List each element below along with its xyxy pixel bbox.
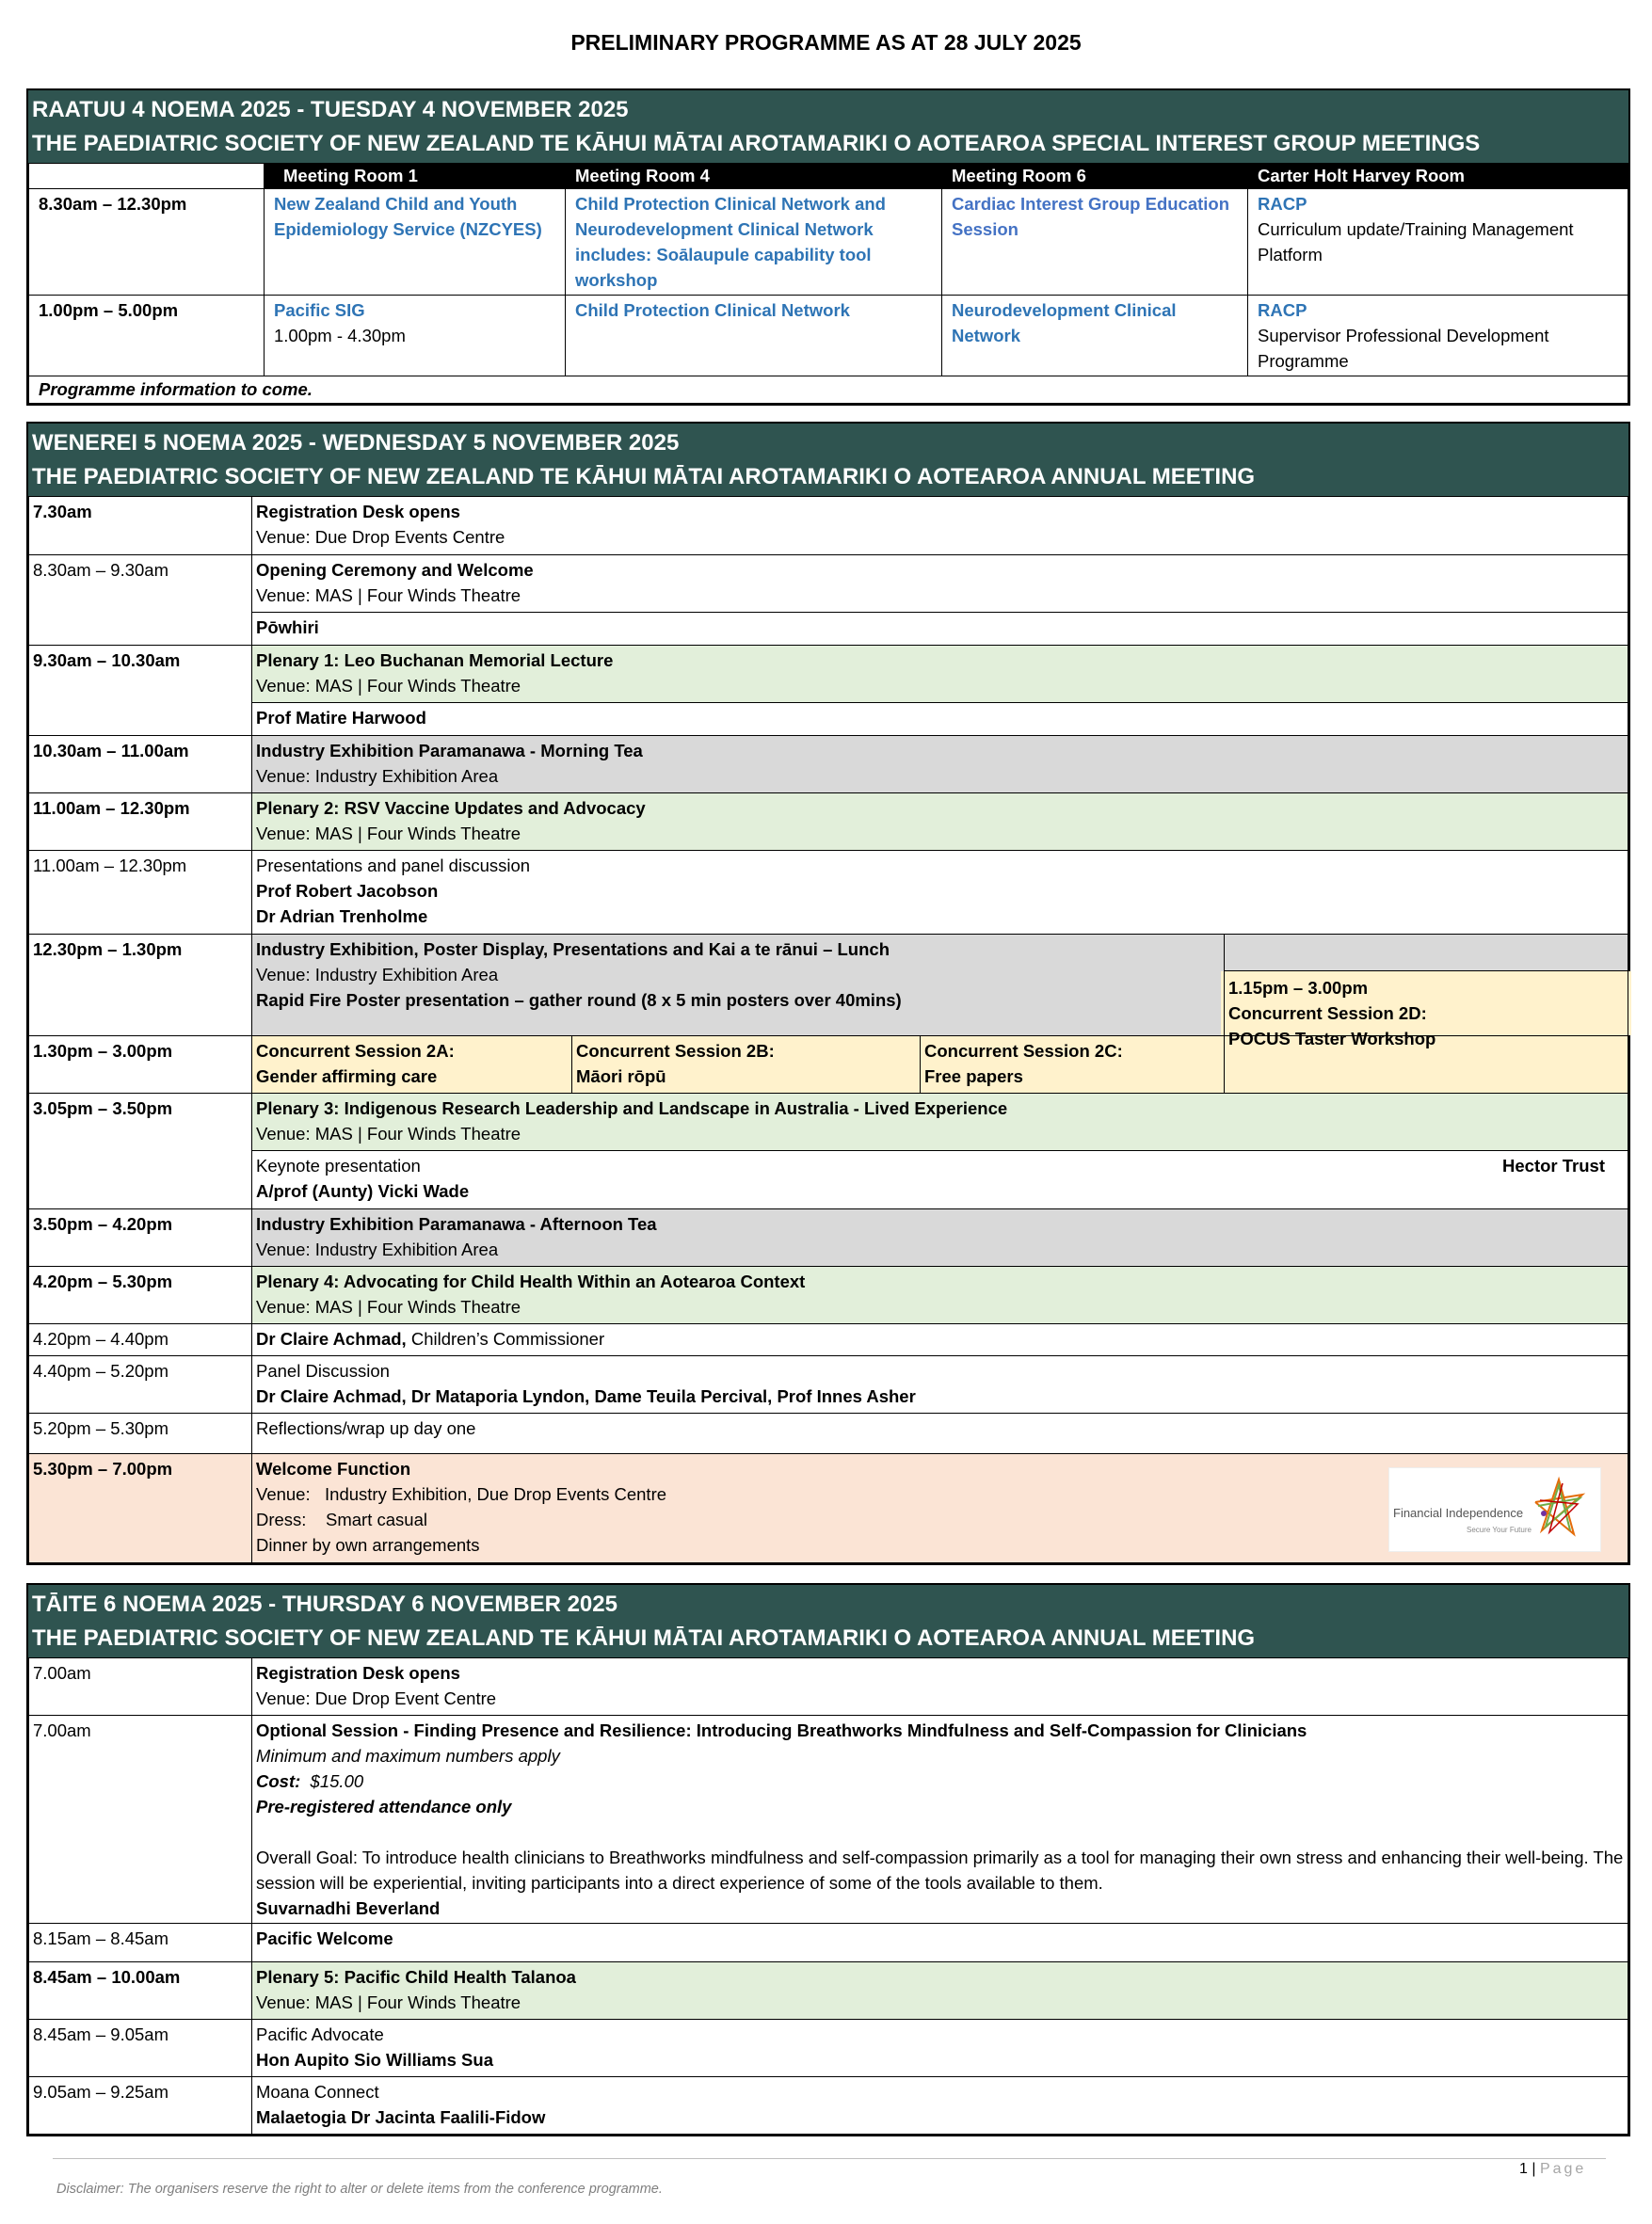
time-cell: 9.30am – 10.30am [29,646,252,736]
session-cell [252,1094,1628,1151]
session-cell [252,1356,1628,1414]
session-venue: Venue: MAS | Four Winds Theatre [256,585,521,605]
session-title: Plenary 5: Pacific Child Health Talanoa [256,1967,576,1987]
session-venue: Venue: MAS | Four Winds Theatre [256,676,521,696]
session-goal: Overall Goal: To introduce health clinicians to Breathworks mindfulness and self-compassion primarily as a tool for managing their own stress and enhancing their well-being. The session will be experiential, inviting participants into a direct experience of some of the tools available to them. [256,1848,1624,1893]
session-desc: Free papers [924,1066,1023,1086]
speakers: Dr Claire Achmad, Dr Matароria Lyndon, Dame Teuila Percival, Prof Innes Asher [256,1386,916,1406]
time-cell: 7.00am [29,1658,252,1716]
session-cost [256,1768,1624,1794]
session-desc: Panel Discussion [256,1361,390,1381]
time-cell: 4.40pm – 5.20pm [29,1356,252,1414]
session-title: Concurrent Session 2C: [924,1041,1123,1061]
day2-plenary3-keynote [29,1151,1628,1209]
session-cell [252,851,1628,935]
session-desc: Moana Connect [256,2082,379,2102]
day2-section [26,422,1630,1565]
sponsor-logo [1388,1467,1601,1552]
session-desc: Keynote presentation [256,1156,421,1176]
day1-column-headers [29,164,1628,189]
day2-heading-title: THE PAEDIATRIC SOCIETY OF NEW ZEALAND TE KĀHUI MĀTAI AROTAMARIKI O AOTEAROA ANNUAL MEETING [32,464,1256,489]
session-2c [921,1036,1225,1094]
programme-note: Programme information to come. [29,376,1628,404]
time-cell: 10.30am – 11.00am [29,736,252,793]
day2-opening [29,555,1628,613]
time-cell: 4.20pm – 4.40pm [29,1324,252,1356]
day2-panel2 [29,1356,1628,1414]
speaker: Malaetogia Dr Jacinta Faalili-Fidow [256,2107,546,2127]
session-2a [252,1036,572,1094]
star-logo-icon [1531,1476,1587,1542]
session-cell [252,1209,1628,1267]
session-cell [252,497,1628,555]
day2-welcome [29,1454,1628,1563]
session-desc: Pacific Advocate [256,2024,384,2044]
time-cell: 8.30am – 9.30am [29,555,252,646]
time-cell: 7.30am [29,497,252,555]
day2-plenary2 [29,793,1628,851]
time-cell: 11.00am – 12.30pm [29,851,252,935]
cost-value: $15.00 [300,1771,364,1791]
session-sub: Pōwhiri [252,613,1628,646]
day3-plenary5 [29,1962,1628,2020]
day2-morning-tea [29,736,1628,793]
col-carter-holt-harvey: Carter Holt Harvey Room [1248,164,1628,189]
speaker: Suvarnadhi Beverland [256,1898,441,1918]
session-cell [252,1151,1628,1209]
session-title: Plenary 3: Indigenous Research Leadership and Landscape in Australia - Lived Experience [256,1098,1008,1118]
day2-header [28,424,1628,496]
time-cell: 9.05am – 9.25am [29,2077,252,2135]
day1-heading-date: RAATUU 4 NOEMA 2025 - TUESDAY 4 NOVEMBER 2025 [32,97,629,122]
session-desc: POCUS Taster Workshop [1228,1029,1436,1048]
session-cardiac: Cardiac Interest Group Education Session [942,189,1248,296]
time-cell: 3.05pm – 3.50pm [29,1094,252,1209]
session-time: 1.15pm – 3.00pm [1228,978,1369,998]
session-venue: Venue: Due Drop Event Centre [256,1688,497,1708]
day3-advocate [29,2020,1628,2077]
session-cell [252,1454,1628,1563]
session-title: RACP [1258,194,1307,214]
time-cell: 8.45am – 10.00am [29,1962,252,2020]
session-nzcyes: New Zealand Child and Youth Epidemiology Service (NZCYES) [265,189,566,296]
day3-optional [29,1716,1628,1924]
day3-header [28,1585,1628,1657]
session-cell: Reflections/wrap up day one [252,1414,1628,1454]
day1-header [28,90,1628,163]
session-cell [252,646,1628,703]
session-cell [252,736,1628,793]
logo-subtext: Secure Your Future [1467,1526,1532,1534]
session-title: Welcome Function [256,1459,411,1479]
session-cell [252,935,1225,1036]
empty-cell [1225,935,1628,1048]
session-title: Opening Ceremony and Welcome [256,560,534,580]
day2-afternoon-tea [29,1209,1628,1267]
speaker: Dr Claire Achmad, [256,1329,407,1349]
speaker: Hon Aupito Sio Williams Sua [256,2050,493,2070]
day2-lunch [29,935,1628,1036]
day2-table [28,496,1628,1563]
session-venue: Venue: MAS | Four Winds Theatre [256,1297,521,1317]
session-desc: Māori rōpū [576,1066,666,1086]
session-venue: Venue: Industry Exhibition Area [256,1240,499,1259]
session-neurodevelopment: Neurodevelopment Clinical Network [942,296,1248,376]
speaker: A/prof (Aunty) Vicki Wade [256,1181,470,1201]
session-cell [252,555,1628,613]
session-2d [1221,971,1631,1048]
time-cell: 1.30pm – 3.00pm [29,1036,252,1094]
time-cell: 7.00am [29,1716,252,1924]
time-cell: 8.15am – 8.45am [29,1924,252,1962]
time-cell: 4.20pm – 5.30pm [29,1267,252,1324]
session-title: Plenary 2: RSV Vaccine Updates and Advocacy [256,798,646,818]
day3-registration [29,1658,1628,1716]
day2-powhiri [29,613,1628,646]
speaker: Prof Matire Harwood [252,703,1628,736]
day2-talk1 [29,1324,1628,1356]
session-time: 1.00pm - 4.30pm [274,326,406,345]
session-title: Concurrent Session 2A: [256,1041,455,1061]
session-venue: Venue: MAS | Four Winds Theatre [256,1124,521,1144]
session-title: Pacific SIG [274,300,365,320]
session-title: Registration Desk opens [256,1663,460,1683]
day3-section [26,1583,1630,2136]
session-title: Industry Exhibition Paramanawa - Morning Tea [256,741,643,760]
day2-plenary3 [29,1094,1628,1151]
disclaimer: Disclaimer: The organisers reserve the right to alter or delete items from the conference programme. [56,2182,663,2197]
logo-text: Financial Independence [1393,1506,1524,1520]
session-2b [572,1036,921,1094]
session-title: Plenary 1: Leo Buchanan Memorial Lecture [256,650,614,670]
day2-heading-date: WENEREI 5 NOEMA 2025 - WEDNESDAY 5 NOVEMBER 2025 [32,430,680,456]
session-desc: Curriculum update/Training Management Platform [1258,219,1574,264]
speaker-role: Children’s Commissioner [406,1329,605,1349]
session-cell [252,1267,1628,1324]
session-racp-curriculum [1248,189,1628,296]
session-venue: Venue: Industry Exhibition Area [256,766,499,786]
dinner-note: Dinner by own arrangements [256,1535,480,1555]
day1-table [28,163,1628,404]
time-cell: 8.45am – 9.05am [29,2020,252,2077]
session-title: RACP [1258,300,1307,320]
time-cell: 5.30pm – 7.00pm [29,1454,252,1563]
session-cell: Pacific Welcome [252,1924,1628,1962]
page-sep: | [1527,2161,1540,2177]
speaker: Prof Robert Jacobson [256,881,439,901]
session-cell [252,1962,1628,2020]
day1-note-row [29,376,1628,404]
session-cell [252,793,1628,851]
session-title: Industry Exhibition, Poster Display, Presentations and Kai a te rānui – Lunch [256,939,890,959]
session-title: Concurrent Session 2B: [576,1041,775,1061]
time-cell: 1.00pm – 5.00pm [29,296,265,376]
time-cell: 12.30pm – 1.30pm [29,935,252,1036]
speaker: Dr Adrian Trenholme [256,906,428,926]
session-title: Plenary 4: Advocating for Child Health Within an Aotearoa Context [256,1272,806,1291]
prereg-note: Pre-registered attendance only [256,1797,512,1816]
time-cell: 5.20pm – 5.30pm [29,1414,252,1454]
day2-panel1 [29,851,1628,935]
cost-label: Cost: [256,1771,301,1791]
session-title: Optional Session - Finding Presence and Resilience: Introducing Breathworks Mindfulness and Self-Compassion for Clinicians [256,1720,1307,1740]
session-desc: Gender affirming care [256,1066,438,1086]
session-cell [252,1658,1628,1716]
day1-row-afternoon [29,296,1628,376]
col-meeting-room-6: Meeting Room 6 [942,164,1248,189]
col-meeting-room-4: Meeting Room 4 [566,164,942,189]
session-cell [252,2020,1628,2077]
footer-divider [53,2158,1606,2159]
session-pacific-sig [265,296,566,376]
time-cell: 8.30am – 12.30pm [29,189,265,296]
page-word: Page [1539,2161,1587,2177]
session-title: Concurrent Session 2D: [1228,1003,1427,1023]
col-meeting-room-1: Meeting Room 1 [265,164,566,189]
dress-code: Dress: Smart casual [256,1510,427,1529]
session-venue: Venue: Industry Exhibition Area [256,965,499,984]
session-note: Minimum and maximum numbers apply [256,1746,560,1766]
session-extra: Rapid Fire Poster presentation – gather round (8 x 5 min posters over 40mins) [256,990,902,1010]
day2-registration [29,497,1628,555]
time-cell: 3.50pm – 4.20pm [29,1209,252,1267]
session-venue: Venue: Industry Exhibition, Due Drop Events Centre [256,1484,667,1504]
day2-plenary1 [29,646,1628,703]
day3-pacific-welcome [29,1924,1628,1962]
day3-moana [29,2077,1628,2135]
session-title: Registration Desk opens [256,502,460,521]
session-racp-supervisor [1248,296,1628,376]
day3-heading-title: THE PAEDIATRIC SOCIETY OF NEW ZEALAND TE KĀHUI MĀTAI AROTAMARIKI O AOTEAROA ANNUAL MEETING [32,1625,1256,1651]
day2-plenary1-speaker [29,703,1628,736]
session-child-protection-neuro: Child Protection Clinical Network and Neurodevelopment Clinical Network includes: Soālaupule capability tool workshop [566,189,942,296]
time-cell: 11.00am – 12.30pm [29,793,252,851]
session-desc: Presentations and panel discussion [256,856,531,875]
sponsor-label: Hector Trust [1502,1156,1605,1176]
session-child-protection: Child Protection Clinical Network [566,296,942,376]
session-desc: Supervisor Professional Development Programme [1258,326,1549,371]
page-number [1519,2161,1586,2178]
day3-table [28,1657,1628,2135]
session-cell [252,1716,1628,1924]
page-num: 1 [1519,2161,1528,2177]
session-venue: Venue: Due Drop Events Centre [256,527,505,547]
session-cell [252,2077,1628,2135]
session-cell [252,1324,1628,1356]
day1-heading-title: THE PAEDIATRIC SOCIETY OF NEW ZEALAND TE KĀHUI MĀTAI AROTAMARIKI O AOTEAROA SPECIAL INTEREST GROUP MEETINGS [32,131,1481,156]
day2-plenary4 [29,1267,1628,1324]
day3-heading-date: TĀITE 6 NOEMA 2025 - THURSDAY 6 NOVEMBER 2025 [32,1592,617,1617]
session-venue: Venue: MAS | Four Winds Theatre [256,824,521,843]
page-title: PRELIMINARY PROGRAMME AS AT 28 JULY 2025 [570,30,1082,55]
day1-row-morning [29,189,1628,296]
day2-reflect [29,1414,1628,1454]
day1-section [26,88,1630,406]
session-title: Industry Exhibition Paramanawa - Afternoon Tea [256,1214,657,1234]
session-venue: Venue: MAS | Four Winds Theatre [256,1992,521,2012]
